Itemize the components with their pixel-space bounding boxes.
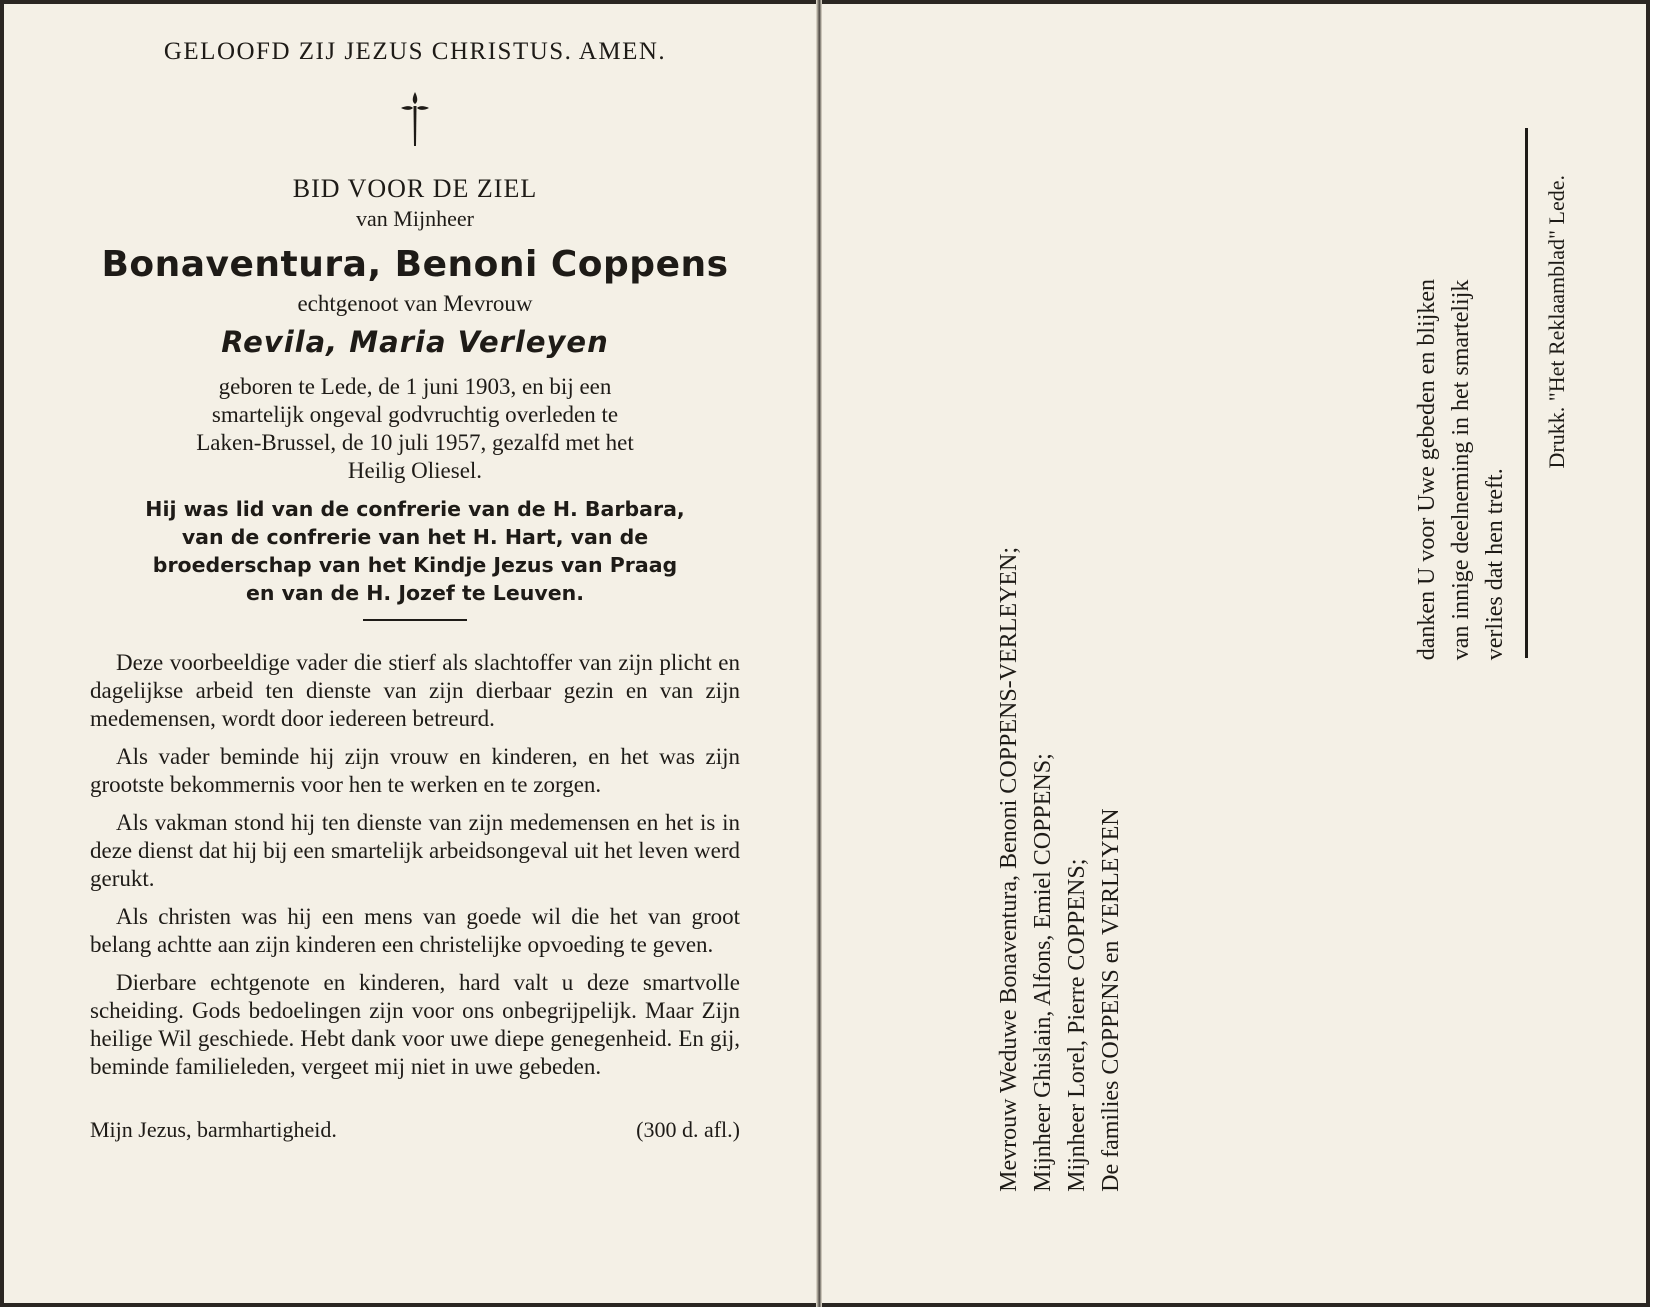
birth-line: Heilig Oliesel.: [347, 458, 483, 483]
birth-line: Laken-Brussel, de 10 juli 1957, gezalfd met het: [196, 430, 634, 455]
footer-indulgence: (300 d. afl.): [636, 1117, 740, 1142]
van-mijnheer: van Mijnheer: [356, 206, 474, 231]
thanks-line: van innige deelneming in het smartelijk: [1448, 279, 1474, 660]
confraternity-line: broederschap van het Kindje Jezus van Praag: [152, 553, 678, 577]
thanks-text: [1410, 279, 1512, 660]
card-fold: [816, 0, 822, 1307]
confraternity-line: en van de H. Jozef te Leuven.: [245, 581, 584, 605]
paragraph: Dierbare echtgenote en kinderen, hard valt u deze smartvolle scheiding. Gods bedoelingen zijn voor ons onbegrijpelijk. Maar Zijn heilige Wil geschiede. Hebt dank voor uwe diepe genegenheid. En gij, beminde familieleden, vergeet mij niet in uwe gebeden.: [90, 970, 740, 1079]
family-line: Mijnheer Ghislain, Alfons, Emiel COPPENS;: [1030, 753, 1056, 1192]
paragraph: Als christen was hij een mens van goede wil die het van groot belang achtte aan zijn kinderen een christelijke opvoeding te geven.: [90, 904, 740, 957]
thanks-line: verlies dat hen treft.: [1482, 468, 1508, 660]
family-line: Mijnheer Lorel, Pierre COPPENS;: [1064, 858, 1090, 1192]
confraternity-line: van de confrerie van het H. Hart, van de: [181, 525, 649, 549]
printer-credit: Drukk. "Het Reklaamblad" Lede.: [1544, 175, 1569, 469]
paragraph: Als vader beminde hij zijn vrouw en kinderen, en het was zijn grootste bekommernis voor hen te werken en te zorgen.: [90, 744, 740, 797]
family-list: [992, 547, 1128, 1192]
cross-icon: [395, 90, 435, 150]
bid-heading: BID VOOR DE ZIEL: [292, 174, 538, 203]
birth-line: geboren te Lede, de 1 juni 1903, en bij een: [218, 374, 612, 399]
confraternity-line: Hij was lid van de confrerie van de H. Barbara,: [145, 497, 685, 521]
spouse-intro: echtgenoot van Mevrouw: [297, 291, 533, 316]
deceased-name: Bonaventura, Benoni Coppens: [101, 244, 729, 285]
birth-line: smartelijk ongeval godvruchtig overleden te: [211, 402, 619, 427]
paragraph: Deze voorbeeldige vader die stierf als slachtoffer van zijn plicht en dagelijkse arbeid ten dienste van zijn dierbaar gezin en van zijn medemensen, wordt door iedereen betreurd.: [90, 650, 740, 731]
family-line: De families COPPENS en VERLEYEN: [1098, 808, 1124, 1192]
printer-divider: [1525, 128, 1528, 658]
family-line: Mevrouw Weduwe Bonaventura, Benoni COPPENS-VERLEYEN;: [996, 547, 1022, 1192]
footer: [90, 1117, 740, 1143]
birth-death-info: [90, 373, 740, 485]
header-prayer: GELOOFD ZIJ JEZUS CHRISTUS. AMEN.: [163, 38, 667, 65]
spouse-name: Revila, Maria Verleyen: [221, 325, 609, 359]
footer-prayer: Mijn Jezus, barmhartigheid.: [90, 1117, 337, 1142]
confraternity-info: [90, 495, 740, 607]
left-page: [90, 30, 740, 1143]
thanks-line: danken U voor Uwe gebeden en blijken: [1414, 278, 1440, 660]
paragraph: Als vakman stond hij ten dienste van zijn medemensen en het is in deze dienst dat hij bij een smartelijk arbeidsongeval uit het leven werd gerukt.: [90, 810, 740, 891]
divider: [363, 619, 467, 621]
